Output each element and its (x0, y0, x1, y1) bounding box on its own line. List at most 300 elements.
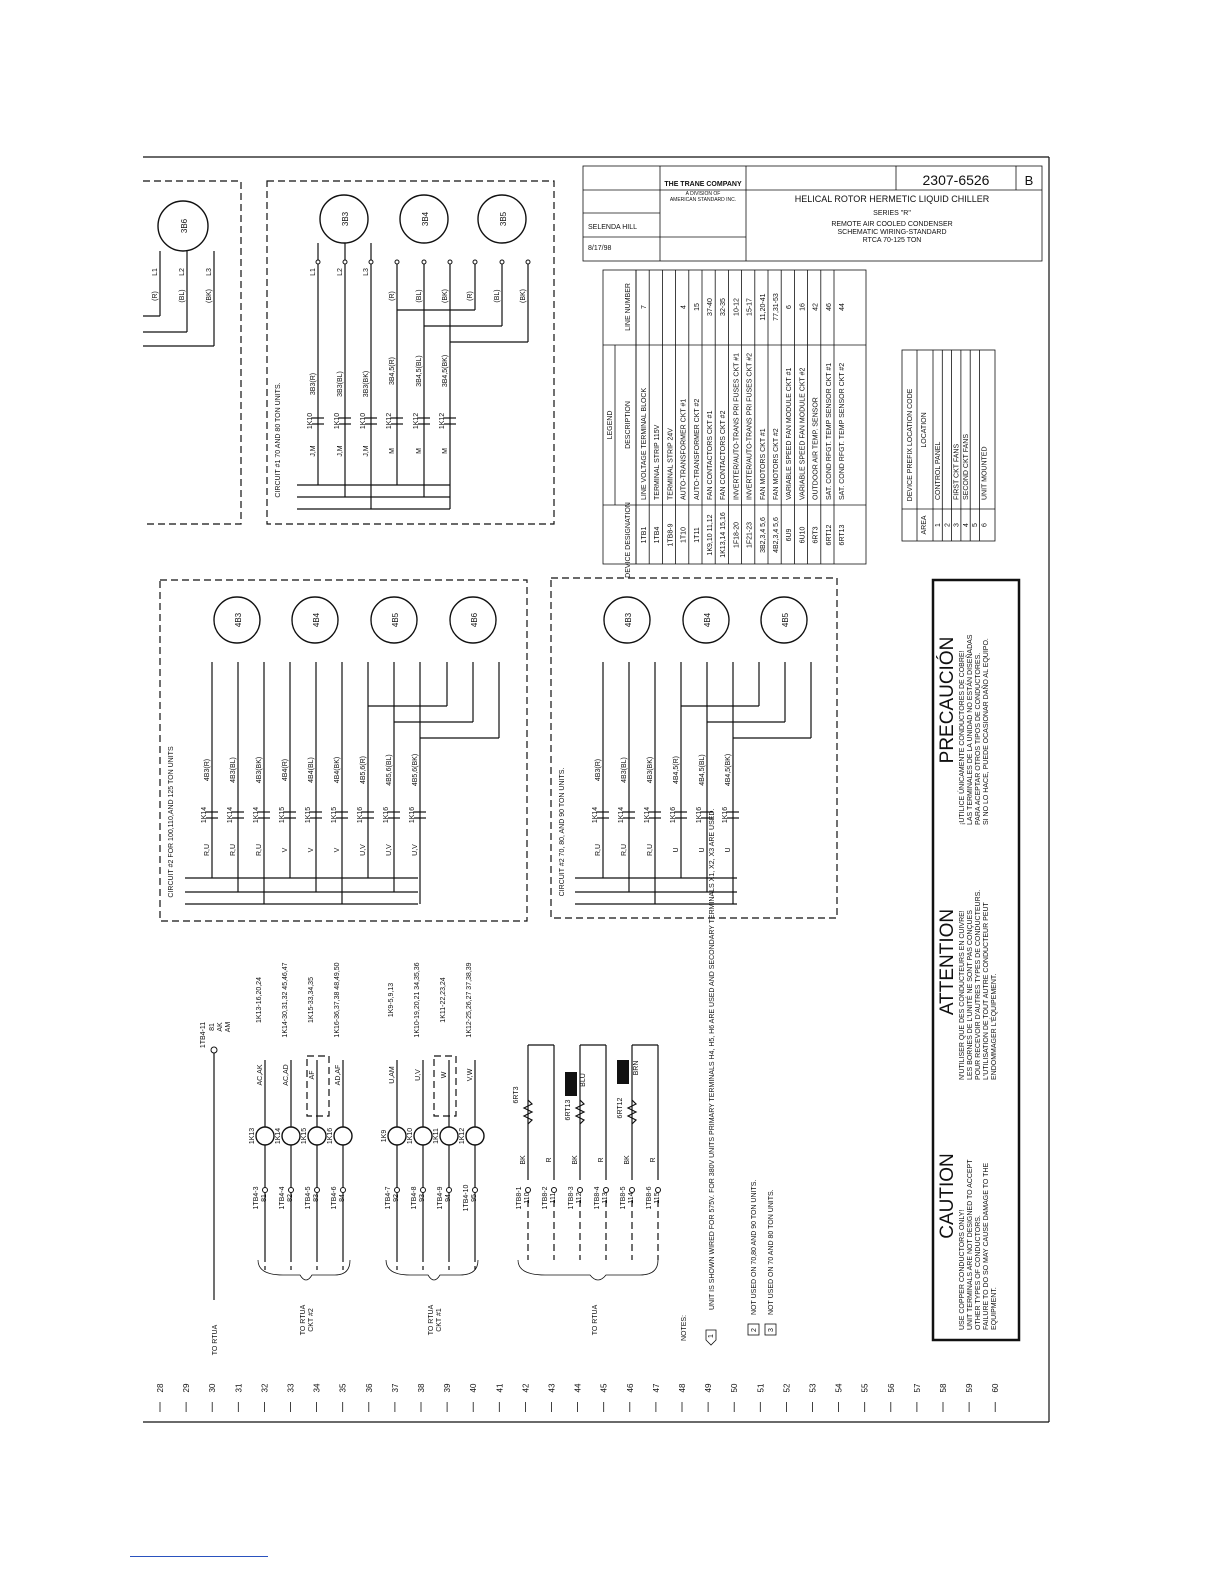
row-code: AC,AK (257, 1064, 264, 1086)
c1-contact-5-coil: 1K12 (439, 412, 446, 430)
row-term: 1TB4-10 (463, 1184, 470, 1212)
note-3-text: NOT USED ON 70 AND 80 TON UNITS. (768, 1189, 775, 1315)
prefix-location: SECOND CKT FANS (962, 434, 970, 500)
contact-coil: 1K14 (644, 806, 651, 824)
row-coil: 1K12 (459, 1127, 466, 1145)
contact-coil: 1K16 (670, 806, 677, 824)
c1-contact-3-wire: 3B4,5(R) (389, 356, 396, 386)
coil-icon (388, 1127, 406, 1145)
contact-wire: 4B4(R) (282, 758, 289, 782)
terminal-dot (604, 1188, 609, 1193)
contact-wire: 4B4,5(BL) (699, 754, 706, 786)
sensor-term: 1TB8-1 (516, 1186, 523, 1210)
row-ref: 1K9-5,9,13 (388, 982, 395, 1018)
warning-line: EQUIPMENT. (991, 1287, 998, 1330)
contact-code: V (334, 847, 341, 853)
row-num: 93 (419, 1194, 426, 1202)
terminal-dot (289, 1188, 294, 1193)
line-number: 42 (521, 1383, 531, 1393)
c1-label-l2: L2 (337, 268, 344, 276)
contact-coil: 1K16 (722, 806, 729, 824)
contact-wire: 4B4,5(BK) (725, 753, 732, 787)
sensor-num: 110 (524, 1192, 531, 1204)
c1-contact-3-code: M (389, 448, 396, 454)
row-ref: 1K14-30,31,32 45,46,47 (282, 962, 289, 1038)
brn-tag (617, 1060, 629, 1084)
c1-contact-0-code: J,M (310, 445, 317, 457)
prefix-table (902, 350, 995, 541)
control-section (200, 962, 661, 1355)
legend-desc: FAN CONTACTORS CKT #1 (707, 410, 714, 500)
line-number: 54 (834, 1383, 844, 1393)
contact-code: R,U (256, 843, 263, 857)
line-number: 34 (312, 1383, 322, 1393)
drawing-title-1: HELICAL ROTOR HERMETIC LIQUID CHILLER (794, 194, 990, 204)
sensor-color: BK (520, 1155, 527, 1165)
sheet-border (143, 157, 1049, 1422)
footer-rule (130, 1556, 268, 1557)
drawing-title-4: SCHEMATIC WIRING-STANDARD (837, 229, 947, 236)
legend-line: 10-12 (733, 298, 741, 316)
c1-label-bk2: (BK) (520, 289, 527, 303)
line-number: 50 (730, 1383, 740, 1393)
sensor-color: R (598, 1157, 605, 1163)
top-terminal-label: 1TB4-11 (200, 1021, 207, 1049)
notes-section (681, 806, 776, 1345)
row-term: 1TB4-5 (305, 1186, 312, 1210)
coil-icon (334, 1127, 352, 1145)
legend-line: 37-40 (707, 298, 714, 316)
line-number: 57 (912, 1383, 922, 1393)
row-num: 94 (445, 1194, 452, 1202)
circuit2-100-heading: CIRCUIT #2 FOR 100,110,AND 125 TON UNITS (168, 746, 175, 898)
legend-desc: FAN CONTACTORS CKT #2 (720, 410, 728, 500)
legend-line: 77,31-53 (773, 293, 780, 321)
contact-code: R,U (621, 843, 628, 857)
prefix-area: 5 (972, 523, 980, 527)
contact-code: R,U (647, 843, 654, 857)
sensor-num: 115 (654, 1192, 661, 1204)
title-block (583, 166, 1042, 261)
brn-tag-label: BRN (633, 1060, 640, 1076)
caution-title: CAUTION (937, 1153, 958, 1239)
row-ref: 1K16-36,37,38 48,49,50 (334, 962, 341, 1038)
legend-line: 11,20-41 (759, 293, 767, 321)
terminal-dot (656, 1188, 661, 1193)
circuit1-heading: CIRCUIT #1 70 AND 80 TON UNITS. (275, 382, 282, 498)
line-number: 60 (991, 1383, 1001, 1393)
line-number: 43 (547, 1383, 557, 1393)
legend-desc: VARIABLE SPEED FAN MODULE CKT #1 (786, 367, 794, 500)
sensor-color: R (546, 1157, 553, 1163)
to-rtua-ckt2-a: TO RTUA (300, 1304, 307, 1336)
terminal-dot (630, 1188, 635, 1193)
contact-wire: 4B4(BL) (308, 757, 315, 783)
blu-tag (565, 1072, 577, 1096)
warning-line: LES BORNES DE L'UNITÉ NE SONT PAS CONÇUES (967, 910, 974, 1080)
c1-contact-5-code: M (442, 448, 449, 454)
terminal-l1-label: L1 (152, 268, 159, 276)
terminal-dot (421, 1188, 426, 1193)
contact-coil: 1K15 (331, 806, 338, 824)
legend-device: 6RT12 (825, 524, 833, 546)
c1-contact-2-coil: 1K10 (360, 412, 367, 430)
contact-code: U (725, 847, 732, 853)
legend-device: 6RT3 (812, 526, 820, 544)
legend-desc: TERMINAL STRIP 115V (654, 424, 662, 500)
row-ref: 1K13-16,20,24 (256, 977, 263, 1023)
c1-contact-0-coil: 1K10 (307, 412, 314, 430)
row-code: AD,AF (335, 1064, 342, 1086)
legend-line: 44 (839, 303, 846, 311)
drawing-title-2: SERIES "R" (873, 210, 911, 217)
row-code: AF (309, 1070, 316, 1080)
terminal-dot (341, 1188, 346, 1193)
line-number: 37 (390, 1383, 400, 1393)
line-number: 51 (756, 1383, 766, 1393)
contact-coil: 1K14 (227, 806, 234, 824)
sensor-term: 1TB8-3 (568, 1186, 575, 1210)
warning-line: FAILURE TO DO SO MAY CAUSE DAMAGE TO THE (983, 1162, 990, 1330)
line-number: 48 (678, 1383, 687, 1393)
line-number: 35 (338, 1383, 348, 1393)
line-number: 55 (860, 1383, 870, 1393)
contact-wire: 4B3(BL) (621, 757, 628, 783)
row-coil: 1K13 (249, 1127, 256, 1145)
line-number: 45 (599, 1383, 609, 1393)
motor-3b3-label: 3B3 (341, 211, 350, 227)
legend-device: 1TB1 (641, 526, 648, 544)
c1-contact-1-coil: 1K10 (334, 412, 341, 430)
c1-label-bk: (BK) (442, 289, 449, 303)
row-coil: 1K16 (327, 1127, 334, 1145)
row-ref: 1K11-22,23,24 (440, 977, 447, 1023)
c1-contact-2-code: J,M (363, 445, 370, 457)
legend-device: 1F21-23 (746, 521, 754, 549)
c1-contact-1-wire: 3B3(BL) (337, 371, 344, 397)
row-num: 81 (261, 1194, 268, 1202)
sensor-rows (516, 1155, 661, 1260)
contact-wire: 4B3(BK) (256, 756, 263, 784)
contact-coil: 1K16 (357, 806, 364, 824)
legend-desc: TERMINAL STRIP 24V (667, 428, 675, 500)
motor-4b3-a-label: 4B3 (234, 612, 243, 628)
motor-4b3-b-label: 4B3 (624, 612, 633, 628)
note-1-text: UNIT IS SHOWN WIRED FOR 575V. FOR 380V UNITS PRIMARY TERMINALS H4, H5, H6 ARE USED AND SECONDARY TERMINALS X1, X2, X3 ARE USED. (709, 808, 716, 1310)
sensor-num: 114 (628, 1192, 635, 1204)
prefix-area: 4 (962, 523, 970, 527)
legend-desc: AUTO-TRANSFORMER CKT #2 (693, 398, 701, 500)
sensor-num: 113 (602, 1192, 609, 1204)
row-code: AC,AD (283, 1064, 290, 1086)
legend-device: 4B2,3,4 5,6 (773, 517, 780, 553)
legend-line: 7 (641, 305, 648, 309)
top-code-1: AK (217, 1022, 224, 1032)
coil-icon (256, 1127, 274, 1145)
line-number: 59 (965, 1383, 975, 1393)
prefix-location: FIRST CKT FANS (953, 443, 961, 500)
line-number: 39 (443, 1383, 453, 1393)
motor-4b4-b-label: 4B4 (703, 612, 712, 628)
contact-code: U,V (386, 844, 393, 856)
legend-desc: INVERTER/AUTO-TRANS PRI FUSES CKT #2 (746, 352, 754, 500)
line-number: 29 (182, 1383, 192, 1393)
c1-contact-4-coil: 1K12 (413, 412, 420, 430)
contact-code: R,U (230, 843, 237, 857)
legend-line: 6 (786, 305, 794, 309)
motor-4b5-b-label: 4B5 (781, 612, 790, 628)
motor-3b4-label: 3B4 (421, 211, 430, 227)
legend-col-line: LINE NUMBER (625, 283, 632, 331)
legend-desc: SAT. COND RFGT. TEMP SENSOR CKT #2 (839, 362, 846, 500)
legend-line: 4 (680, 305, 688, 309)
legend-device: 6U9 (786, 528, 794, 542)
row-term: 1TB4-7 (385, 1186, 392, 1210)
row-num: 84 (339, 1194, 346, 1202)
circuit1-left-box (143, 181, 241, 524)
sensor-6rt3-label: 6RT3 (513, 1086, 520, 1104)
precaucion-lines (957, 634, 990, 825)
coil-icon (414, 1127, 432, 1145)
coil-icon (440, 1127, 458, 1145)
legend-desc: FAN MOTORS CKT #1 (759, 428, 767, 500)
legend-line: 42 (812, 303, 820, 311)
prefix-location: CONTROL PANEL (935, 441, 942, 500)
row-term: 1TB4-8 (411, 1186, 418, 1210)
contact-wire: 4B3(R) (595, 758, 602, 782)
row-coil: 1K9 (381, 1129, 388, 1143)
circuit1-motor-terminals (316, 260, 530, 264)
legend-device: 1K13,14 15,16 (720, 512, 728, 558)
legend-line: 15 (693, 303, 701, 311)
row-coil: 1K14 (275, 1127, 282, 1145)
contact-code: R,U (204, 843, 211, 857)
legend-device: 1T11 (693, 527, 701, 543)
legend-device: 6RT13 (839, 524, 846, 546)
row-coil: 1K15 (301, 1127, 308, 1145)
contact-coil: 1K14 (253, 806, 260, 824)
c1-label-r: (R) (389, 291, 396, 301)
line-number: 28 (156, 1383, 165, 1393)
contact-coil: 1K16 (409, 806, 416, 824)
circuit1-70-80-box (267, 181, 554, 524)
legend-rows (636, 270, 846, 564)
legend-heading: LEGEND (607, 410, 614, 440)
legend-desc: LINE VOLTAGE TERMINAL BLOCK (641, 387, 648, 500)
circuit2-100-contacts (201, 754, 426, 856)
row-ref: 1K15-33,34,35 (308, 977, 315, 1023)
terminal-dot (526, 1188, 531, 1193)
contact-wire: 4B5,6(BL) (386, 754, 393, 786)
contact-wire: 4B3(BK) (647, 756, 654, 784)
c1-contact-5-wire: 3B4,5(BK) (442, 354, 449, 388)
legend-device: 1K9,10 11,12 (707, 514, 714, 556)
drawn-by: SELENDA HILL (588, 224, 638, 231)
line-number: 44 (573, 1383, 583, 1393)
blu-tag-label: BLU (580, 1073, 587, 1087)
contact-coil: 1K16 (383, 806, 390, 824)
legend-line: 32-35 (720, 298, 728, 316)
prefix-area: 3 (953, 523, 961, 527)
circuit2-70-90-box (551, 578, 837, 918)
wire-bk-label: (BK) (206, 289, 213, 303)
contact-code: U,V (412, 844, 419, 856)
contact-wire: 4B3(BL) (230, 757, 237, 783)
row-ref: 1K12-25,26,27 37,38,39 (466, 962, 473, 1038)
legend-col-device: DEVICE DESIGNATION (625, 502, 632, 578)
notes-heading: NOTES: (681, 1314, 688, 1342)
to-rtua-ckt1-a: TO RTUA (428, 1304, 435, 1336)
c1-contact-1-code: J,M (337, 445, 344, 457)
attention-title: ATTENTION (937, 908, 958, 1016)
line-number-column (156, 1383, 1000, 1412)
contact-coil: 1K15 (305, 806, 312, 824)
row-num: 92 (393, 1194, 400, 1202)
warning-line: N'UTILISER QUE DES CONDUCTEURS EN CUIVRE! (959, 910, 966, 1080)
line-number: 40 (469, 1383, 479, 1393)
contact-code: V (308, 847, 315, 853)
contact-wire: 4B4(BK) (334, 756, 341, 784)
contact-wire: 4B3(R) (204, 758, 211, 782)
note-2-num: 2 (751, 1328, 758, 1332)
line-number: 56 (886, 1383, 896, 1393)
sensor-term: 1TB8-6 (646, 1186, 653, 1210)
legend-device: 1F18-20 (733, 521, 741, 549)
sensor-term: 1TB8-5 (620, 1186, 627, 1210)
contact-code: R,U (595, 843, 602, 857)
line-number: 30 (208, 1383, 218, 1393)
motor-3b5-label: 3B5 (499, 211, 508, 227)
terminal-dot (578, 1188, 583, 1193)
c1-contact-4-code: M (416, 448, 423, 454)
terminal-dot (473, 1188, 478, 1193)
motor-4b4-a-label: 4B4 (312, 612, 321, 628)
legend-desc: FAN MOTORS CKT #2 (773, 428, 780, 500)
legend-device: 6U10 (799, 526, 807, 544)
to-rtua-top: TO RTUA (212, 1324, 219, 1356)
sensor-6rt13-label: 6RT13 (565, 1099, 572, 1121)
sensor-term: 1TB8-2 (542, 1186, 549, 1210)
contact-coil: 1K15 (279, 806, 286, 824)
row-term: 1TB4-4 (279, 1186, 286, 1210)
legend-desc: INVERTER/AUTO-TRANS PRI FUSES CKT #1 (733, 352, 741, 500)
warning-box (933, 580, 1019, 1340)
company-sub1: A DIVISION OF (685, 191, 721, 197)
drawing-title-5: RTCA 70-125 TON (862, 237, 922, 244)
legend-desc: SAT. COND RFGT. TEMP SENSOR CKT #1 (825, 362, 833, 500)
legend-device: 1TB8-9 (667, 523, 675, 547)
row-term: 1TB4-9 (437, 1186, 444, 1210)
circuit2-70-contacts (592, 754, 739, 856)
warning-line: LAS TERMINALES DE LA UNIDAD NO ESTÁN DISEÑADAS (967, 634, 974, 825)
prefix-area: 2 (944, 523, 952, 527)
line-number: 52 (782, 1383, 792, 1393)
terminal-l2-label: L2 (179, 268, 186, 276)
wire-r-label: (R) (152, 291, 159, 301)
line-number: 49 (704, 1383, 714, 1393)
terminal-dot (552, 1188, 557, 1193)
row-code: U,AM (389, 1066, 396, 1084)
line-number: 41 (495, 1383, 505, 1393)
top-code-0: 81 (209, 1023, 216, 1031)
legend-line: 15-17 (746, 298, 754, 316)
legend-line: 46 (825, 303, 833, 311)
terminal-dot (315, 1188, 320, 1193)
prefix-location: UNIT MOUNTED (981, 446, 989, 500)
warning-line: OTHER TYPES OF CONDUCTORS. (975, 1215, 982, 1330)
sensor-term: 1TB8-4 (594, 1186, 601, 1210)
circuit2-100-125-box (160, 580, 527, 921)
to-rtua-ckt1-b: CKT #1 (436, 1308, 443, 1332)
contact-code: V (282, 847, 289, 853)
row-code: U,V (415, 1069, 422, 1081)
row-term: 1TB4-6 (331, 1186, 338, 1210)
warning-line: ¡UTILICE ÚNICAMENTE CONDUCTORES DE COBRE! (959, 650, 966, 825)
row-coil: 1K10 (407, 1127, 414, 1145)
c1-label-l3: L3 (363, 268, 370, 276)
terminal-dot (263, 1188, 268, 1193)
caution-lines (959, 1159, 998, 1330)
legend-desc: OUTDOOR AIR TEMP. SENSOR (812, 397, 820, 500)
contact-wire: 4B5,6(BK) (412, 753, 419, 787)
wire-bl-label: (BL) (179, 289, 186, 303)
row-num: 82 (287, 1194, 294, 1202)
line-number: 38 (417, 1383, 426, 1393)
warning-line: SI NO LO HACE, PUEDE OCASIONAR DAÑO AL EQUIPO. (983, 638, 990, 825)
precaucion-title: PRECAUCIÓN (937, 636, 958, 764)
legend-desc: VARIABLE SPEED FAN MODULE CKT #2 (799, 367, 807, 500)
warning-line: L'UTILISATION DE TOUT AUTRE CONDUCTEUR PEUT (983, 902, 990, 1080)
circuit2-70-heading: CIRCUIT #2 70, 80, AND 90 TON UNITS. (559, 767, 566, 897)
prefix-col-area: AREA (921, 515, 928, 535)
warning-line: ENDOMMAGER L'ÉQUIPEMENT. (991, 973, 998, 1080)
prefix-heading: DEVICE PREFIX LOCATION CODE (907, 388, 914, 502)
sensor-color: BK (624, 1155, 631, 1165)
sensor-color: R (650, 1157, 657, 1163)
row-coil: 1K11 (433, 1128, 440, 1144)
row-num: 83 (313, 1194, 320, 1202)
c1-contact-3-coil: 1K12 (386, 412, 393, 430)
line-number: 32 (260, 1383, 270, 1393)
terminal-l3-label: L3 (206, 268, 213, 276)
contact-wire: 4B4,5(R) (673, 755, 680, 785)
c1-label-l1: L1 (310, 268, 317, 276)
line-number: 47 (651, 1383, 661, 1393)
legend-device: 1TB4 (654, 526, 662, 544)
warning-line: PARA ACEPTAR OTROS TIPOS DE CONDUCTORES. (975, 652, 982, 825)
terminal-dot (395, 1188, 400, 1193)
line-number: 31 (234, 1383, 244, 1393)
legend-line: 16 (799, 303, 807, 311)
row-num: 95 (471, 1194, 478, 1202)
line-number: 53 (808, 1383, 818, 1393)
motor-3b6-label: 3B6 (180, 218, 189, 234)
contact-coil: 1K14 (592, 806, 599, 824)
prefix-area: 6 (981, 523, 989, 527)
sensor-color: BK (572, 1155, 579, 1165)
contact-code: U (699, 847, 706, 853)
line-number: 58 (939, 1383, 948, 1393)
prefix-area: 1 (935, 523, 942, 527)
legend-device: 3B2,3,4 5,6 (759, 517, 767, 553)
contact-coil: 1K14 (201, 806, 208, 824)
warning-line: USE COPPER CONDUCTORS ONLY! (959, 1209, 966, 1330)
prefix-rows (933, 350, 989, 541)
motor-4b6-a-label: 4B6 (470, 612, 479, 628)
row-code: W (441, 1071, 448, 1079)
c1-label-r2: (R) (467, 291, 474, 301)
company-sub2: AMERICAN STANDARD INC. (669, 197, 737, 203)
